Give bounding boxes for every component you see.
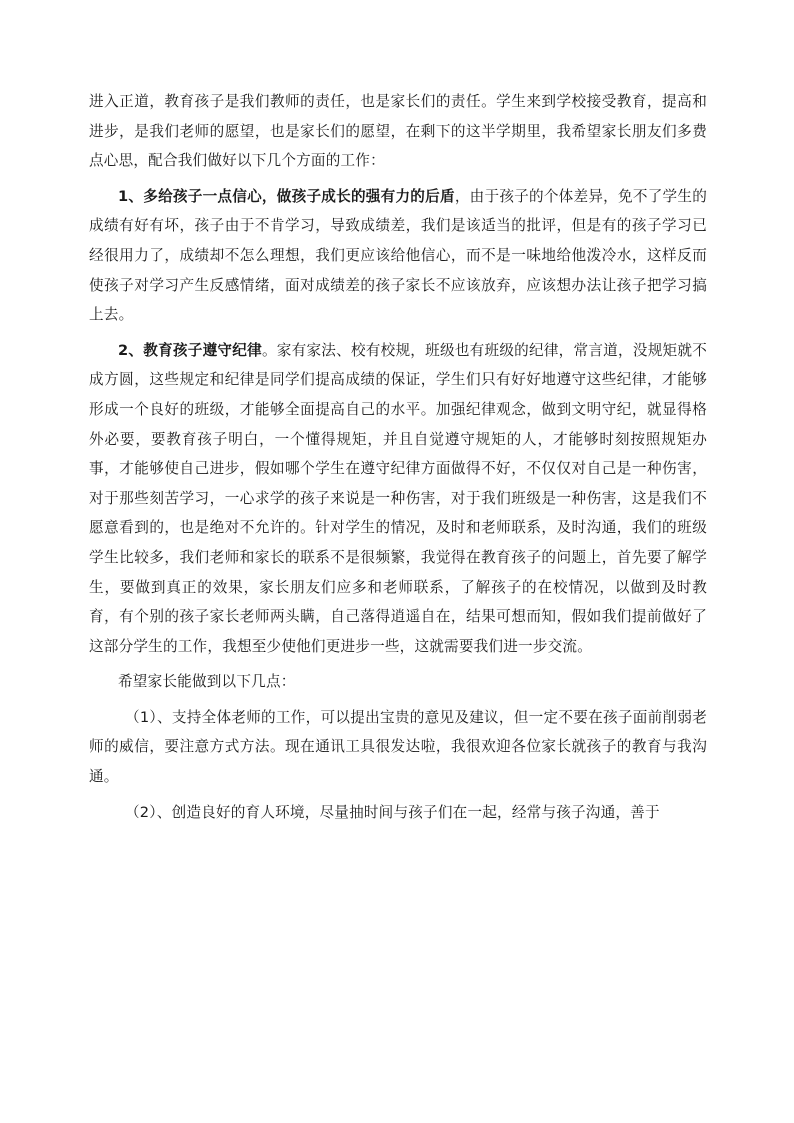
paragraph-intro: 进入正道，教育孩子是我们教师的责任，也是家长们的责任。学生来到学校接受教育，提高和进步，是我们老师的愿望，也是家长们的愿望，在剩下的这半学期里，我希望家长朋友们多费点心思，配合我们做好以下几个方面的工作：: [89, 93, 707, 170]
document-body: [89, 87, 707, 833]
point-2-heading: 2、教育孩子遵守纪律: [118, 341, 262, 359]
paragraph-point-2: [89, 336, 707, 662]
paragraph-hope-1: （1）、支持全体老师的工作，可以提出宝贵的意见及建议，但一定不要在孩子面前削弱老师的威信，要注意方式方法。现在通讯工具很发达啦，我很欢迎各位家长就孩子的教育与我沟通。: [89, 708, 707, 786]
paragraph-point-1: [89, 182, 707, 330]
point-1-text: ，由于孩子的个体差异，免不了学生的成绩有好有坏，孩子由于不肯学习，导致成绩差，我们是该适当的批评，但是有的孩子学习已经很用力了，成绩却不怎么理想，我们更应该给他信心，而不是一味地给他泼冷水，这样反而使孩子对学习产生反感情绪，面对成绩差的孩子家长不应该放弃，应该想办法让孩子把学习搞上去。: [89, 187, 707, 324]
paragraph-hope-2: （2）、创造良好的育人环境，尽量抽时间与孩子们在一起，经常与孩子沟通，善于: [125, 803, 660, 821]
point-2-text: 。家有家法、校有校规，班级也有班级的纪律，常言道，没规矩就不成方圆，这些规定和纪律是同学们提高成绩的保证，学生们只有好好地遵守这些纪律，才能够形成一个良好的班级，才能够全面提高自己的水平。加强纪律观念，做到文明守纪，就显得格外必要，要教育孩子明白，一个懂得规矩，并且自觉遵守规矩的人，才能够时刻按照规矩办事，才能够使自己进步，假如哪个学生在遵守纪律方面做得不好，不仅仅对自己是一种伤害，对于那些刻苦学习，一心求学的孩子来说是一种伤害，对于我们班级是一种伤害，这是我们不愿意看到的，也是绝对不允许的。针对学生的情况，及时和老师联系，及时沟通，我们的班级学生比较多，我们老师和家长的联系不是很频繁，我觉得在教育孩子的问题上，首先要了解学生，要做到真正的效果，家长朋友们应多和老师联系，了解孩子的在校情况，以做到及时教育，有个别的孩子家长老师两头瞒，自己落得逍遥自在，结果可想而知，假如我们提前做好了这部分学生的工作，我想至少使他们更进步一些，这就需要我们进一步交流。: [89, 341, 707, 655]
paragraph-hopes-intro: 希望家长能做到以下几点：: [118, 673, 296, 691]
point-1-heading: 1、多给孩子一点信心，做孩子成长的强有力的后盾: [118, 187, 455, 205]
